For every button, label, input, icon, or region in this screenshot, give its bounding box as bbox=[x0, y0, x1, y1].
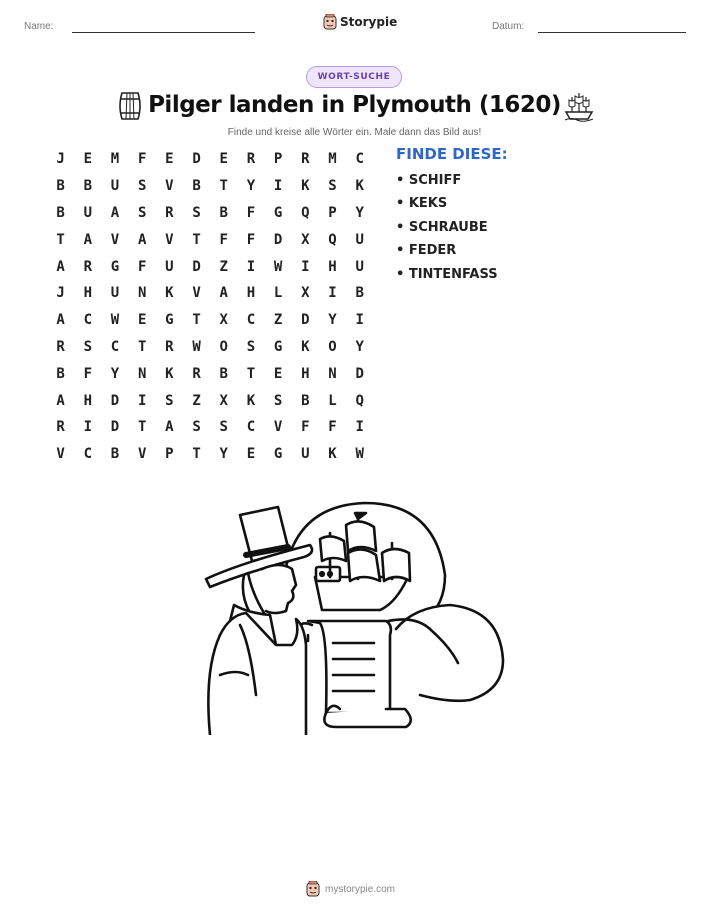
grid-letter[interactable]: D bbox=[273, 231, 283, 248]
grid-letter[interactable]: R bbox=[83, 258, 92, 275]
grid-letter[interactable]: K bbox=[355, 178, 364, 195]
grid-letter[interactable]: T bbox=[192, 231, 201, 248]
grid-letter[interactable]: V bbox=[56, 446, 65, 463]
grid-letter[interactable]: K bbox=[165, 365, 174, 382]
grid-letter[interactable]: T bbox=[219, 178, 228, 195]
word-item: • KEKS bbox=[396, 196, 448, 212]
grid-letter[interactable]: S bbox=[273, 392, 283, 409]
grid-letter[interactable]: Y bbox=[355, 338, 364, 355]
date-line[interactable] bbox=[538, 32, 686, 33]
name-line[interactable] bbox=[72, 32, 255, 33]
grid-letter[interactable]: C bbox=[355, 151, 364, 168]
grid-letter[interactable]: K bbox=[246, 392, 256, 409]
grid-letter[interactable]: M bbox=[328, 151, 337, 168]
grid-letter[interactable]: C bbox=[83, 446, 92, 463]
grid-letter[interactable]: N bbox=[137, 285, 147, 302]
grid-letter[interactable]: R bbox=[165, 204, 174, 221]
ship-icon bbox=[563, 90, 595, 122]
grid-letter[interactable]: V bbox=[192, 285, 201, 302]
grid-letter[interactable]: V bbox=[165, 178, 174, 195]
grid-letter[interactable]: R bbox=[301, 151, 310, 168]
grid-letter[interactable]: Z bbox=[273, 312, 283, 329]
grid-letter[interactable]: Y bbox=[246, 178, 256, 195]
grid-letter[interactable]: S bbox=[192, 204, 201, 221]
grid-letter[interactable]: E bbox=[165, 151, 174, 168]
footer-url[interactable]: mystorypie.com bbox=[325, 883, 396, 895]
grid-letter[interactable]: O bbox=[219, 338, 228, 355]
grid-letter[interactable]: X bbox=[301, 285, 310, 302]
grid-letter[interactable]: T bbox=[246, 365, 256, 382]
word-item: • FEDER bbox=[396, 243, 457, 259]
grid-letter[interactable]: L bbox=[328, 392, 337, 409]
word-item: • TINTENFASS bbox=[396, 266, 498, 282]
grid-letter[interactable]: N bbox=[328, 365, 337, 382]
grid-letter[interactable]: N bbox=[137, 365, 147, 382]
grid-letter[interactable]: S bbox=[83, 338, 92, 355]
grid-letter[interactable]: U bbox=[355, 258, 364, 275]
grid-letter[interactable]: F bbox=[137, 258, 147, 275]
grid-letter[interactable]: V bbox=[110, 231, 120, 248]
grid-letter[interactable]: S bbox=[192, 419, 201, 436]
grid-letter[interactable]: F bbox=[83, 365, 92, 382]
word-list-title: FINDE DIESE: bbox=[396, 145, 508, 163]
grid-letter[interactable]: D bbox=[192, 151, 201, 168]
grid-letter[interactable]: B bbox=[219, 204, 228, 221]
grid-letter[interactable]: B bbox=[83, 178, 92, 195]
grid-letter[interactable]: K bbox=[328, 446, 337, 463]
storypie-mascot-icon bbox=[306, 881, 320, 897]
grid-letter[interactable]: A bbox=[56, 312, 65, 329]
grid-letter[interactable]: Y bbox=[110, 365, 120, 382]
grid-letter[interactable]: R bbox=[192, 365, 201, 382]
grid-row bbox=[47, 414, 374, 441]
grid-letter[interactable]: C bbox=[246, 419, 256, 436]
grid-letter[interactable]: E bbox=[83, 151, 92, 168]
grid-letter[interactable]: I bbox=[83, 419, 92, 436]
grid-letter[interactable]: I bbox=[273, 178, 283, 195]
grid-letter[interactable]: T bbox=[137, 338, 147, 355]
grid-letter[interactable]: W bbox=[192, 338, 201, 355]
footer bbox=[306, 881, 395, 897]
page-title: Pilger landen in Plymouth (1620) bbox=[148, 92, 561, 118]
grid-letter[interactable]: W bbox=[110, 312, 120, 329]
grid-letter[interactable]: V bbox=[273, 419, 283, 436]
grid-letter[interactable]: G bbox=[273, 338, 283, 355]
grid-letter[interactable]: A bbox=[165, 419, 174, 436]
grid-letter[interactable]: D bbox=[355, 365, 364, 382]
grid-letter[interactable]: T bbox=[137, 419, 147, 436]
grid-letter[interactable]: U bbox=[165, 258, 174, 275]
grid-letter[interactable]: G bbox=[273, 446, 283, 463]
grid-letter[interactable]: U bbox=[355, 231, 364, 248]
grid-letter[interactable]: B bbox=[56, 204, 65, 221]
grid-letter[interactable]: S bbox=[137, 178, 147, 195]
word-list bbox=[396, 172, 498, 289]
grid-letter[interactable]: Y bbox=[328, 312, 337, 329]
name-label: Name: bbox=[24, 21, 54, 32]
grid-letter[interactable]: P bbox=[165, 446, 174, 463]
grid-letter[interactable]: C bbox=[110, 338, 120, 355]
grid-letter[interactable]: Q bbox=[355, 392, 364, 409]
pilgrim-coloring-illustration bbox=[200, 495, 510, 735]
grid-letter[interactable]: X bbox=[301, 231, 310, 248]
date-label: Datum: bbox=[492, 21, 525, 32]
grid-letter[interactable]: E bbox=[219, 151, 228, 168]
grid-letter[interactable]: I bbox=[137, 392, 147, 409]
grid-letter[interactable]: B bbox=[219, 365, 228, 382]
grid-letter[interactable]: Q bbox=[328, 231, 337, 248]
grid-letter[interactable]: S bbox=[246, 338, 256, 355]
grid-letter[interactable]: Z bbox=[192, 392, 201, 409]
grid-row bbox=[47, 146, 374, 173]
grid-letter[interactable]: R bbox=[56, 338, 65, 355]
grid-letter[interactable]: F bbox=[301, 419, 310, 436]
grid-letter[interactable]: E bbox=[246, 446, 256, 463]
grid-letter[interactable]: W bbox=[355, 446, 364, 463]
grid-letter[interactable]: D bbox=[192, 258, 201, 275]
grid-letter[interactable]: S bbox=[219, 419, 228, 436]
grid-letter[interactable]: X bbox=[219, 392, 228, 409]
grid-letter[interactable]: Y bbox=[219, 446, 228, 463]
grid-letter[interactable]: E bbox=[273, 365, 283, 382]
grid-letter[interactable]: F bbox=[328, 419, 337, 436]
grid-letter[interactable]: T bbox=[192, 312, 201, 329]
grid-letter[interactable]: U bbox=[110, 178, 120, 195]
instructions: Finde und kreise alle Wörter ein. Male dann das Bild aus! bbox=[227, 127, 482, 138]
grid-letter[interactable]: A bbox=[56, 258, 65, 275]
grid-letter[interactable]: S bbox=[328, 178, 337, 195]
grid-letter[interactable]: F bbox=[246, 231, 256, 248]
grid-letter[interactable]: H bbox=[301, 365, 310, 382]
grid-letter[interactable]: U bbox=[110, 285, 120, 302]
grid-letter[interactable]: B bbox=[355, 285, 364, 302]
grid-letter[interactable]: C bbox=[246, 312, 256, 329]
grid-letter[interactable]: B bbox=[110, 446, 120, 463]
grid-letter[interactable]: W bbox=[273, 258, 283, 275]
grid-letter[interactable]: I bbox=[355, 312, 364, 329]
grid-letter[interactable]: D bbox=[110, 419, 120, 436]
grid-letter[interactable]: V bbox=[137, 446, 147, 463]
grid-letter[interactable]: P bbox=[328, 204, 337, 221]
grid-letter[interactable]: Q bbox=[301, 204, 310, 221]
grid-row bbox=[47, 280, 374, 307]
grid-letter[interactable]: B bbox=[56, 365, 65, 382]
grid-letter[interactable]: J bbox=[56, 285, 65, 302]
grid-letter[interactable]: F bbox=[137, 151, 147, 168]
grid-letter[interactable]: R bbox=[246, 151, 256, 168]
grid-letter[interactable]: A bbox=[83, 231, 92, 248]
grid-letter[interactable]: Y bbox=[355, 204, 364, 221]
grid-letter[interactable]: C bbox=[83, 312, 92, 329]
grid-letter[interactable]: I bbox=[246, 258, 256, 275]
grid-letter[interactable]: T bbox=[192, 446, 201, 463]
grid-row bbox=[47, 441, 374, 468]
grid-letter[interactable]: L bbox=[273, 285, 283, 302]
grid-letter[interactable]: J bbox=[56, 151, 65, 168]
grid-letter[interactable]: A bbox=[219, 285, 228, 302]
grid-letter[interactable]: R bbox=[56, 419, 65, 436]
grid-letter[interactable]: H bbox=[246, 285, 256, 302]
grid-letter[interactable]: U bbox=[301, 446, 310, 463]
grid-letter[interactable]: T bbox=[56, 231, 65, 248]
grid-letter[interactable]: H bbox=[83, 285, 92, 302]
letter-grid bbox=[47, 146, 374, 468]
grid-letter[interactable]: B bbox=[301, 392, 310, 409]
word-item: • SCHRAUBE bbox=[396, 219, 488, 235]
grid-row bbox=[47, 334, 374, 361]
grid-letter[interactable]: I bbox=[355, 419, 364, 436]
grid-letter[interactable]: F bbox=[246, 204, 256, 221]
grid-letter[interactable]: K bbox=[165, 285, 174, 302]
grid-row bbox=[47, 360, 374, 387]
grid-letter[interactable]: K bbox=[301, 338, 310, 355]
grid-letter[interactable]: X bbox=[219, 312, 228, 329]
grid-letter[interactable]: S bbox=[165, 392, 174, 409]
worksheet-type-badge: WORT-SUCHE bbox=[306, 66, 402, 88]
grid-letter[interactable]: U bbox=[83, 204, 92, 221]
grid-letter[interactable]: G bbox=[110, 258, 120, 275]
grid-letter[interactable]: I bbox=[328, 285, 337, 302]
grid-row bbox=[47, 307, 374, 334]
grid-letter[interactable]: A bbox=[56, 392, 65, 409]
grid-letter[interactable]: S bbox=[137, 204, 147, 221]
grid-letter[interactable]: H bbox=[328, 258, 337, 275]
grid-row bbox=[47, 173, 374, 200]
grid-row bbox=[47, 387, 374, 414]
brand-name: Storypie bbox=[340, 15, 398, 29]
grid-letter[interactable]: O bbox=[328, 338, 337, 355]
grid-letter[interactable]: F bbox=[219, 231, 228, 248]
grid-letter[interactable]: A bbox=[137, 231, 147, 248]
grid-row bbox=[47, 226, 374, 253]
grid-letter[interactable]: D bbox=[301, 312, 310, 329]
grid-letter[interactable]: I bbox=[301, 258, 310, 275]
word-item: • SCHIFF bbox=[396, 173, 462, 188]
grid-letter[interactable]: P bbox=[273, 151, 283, 168]
grid-letter[interactable]: B bbox=[56, 178, 65, 195]
grid-letter[interactable]: G bbox=[273, 204, 283, 221]
grid-letter[interactable]: D bbox=[110, 392, 120, 409]
grid-letter[interactable]: Z bbox=[219, 258, 228, 275]
grid-letter[interactable]: A bbox=[110, 204, 120, 221]
grid-letter[interactable]: V bbox=[165, 231, 174, 248]
grid-row bbox=[47, 200, 374, 227]
grid-letter[interactable]: H bbox=[83, 392, 92, 409]
grid-letter[interactable]: E bbox=[137, 312, 147, 329]
grid-letter[interactable]: G bbox=[165, 312, 174, 329]
grid-letter[interactable]: R bbox=[165, 338, 174, 355]
grid-letter[interactable]: M bbox=[110, 151, 120, 168]
storypie-mascot-icon bbox=[323, 14, 337, 30]
brand-logo bbox=[323, 14, 397, 30]
grid-letter[interactable]: B bbox=[192, 178, 201, 195]
grid-row bbox=[47, 253, 374, 280]
grid-letter[interactable]: K bbox=[301, 178, 310, 195]
